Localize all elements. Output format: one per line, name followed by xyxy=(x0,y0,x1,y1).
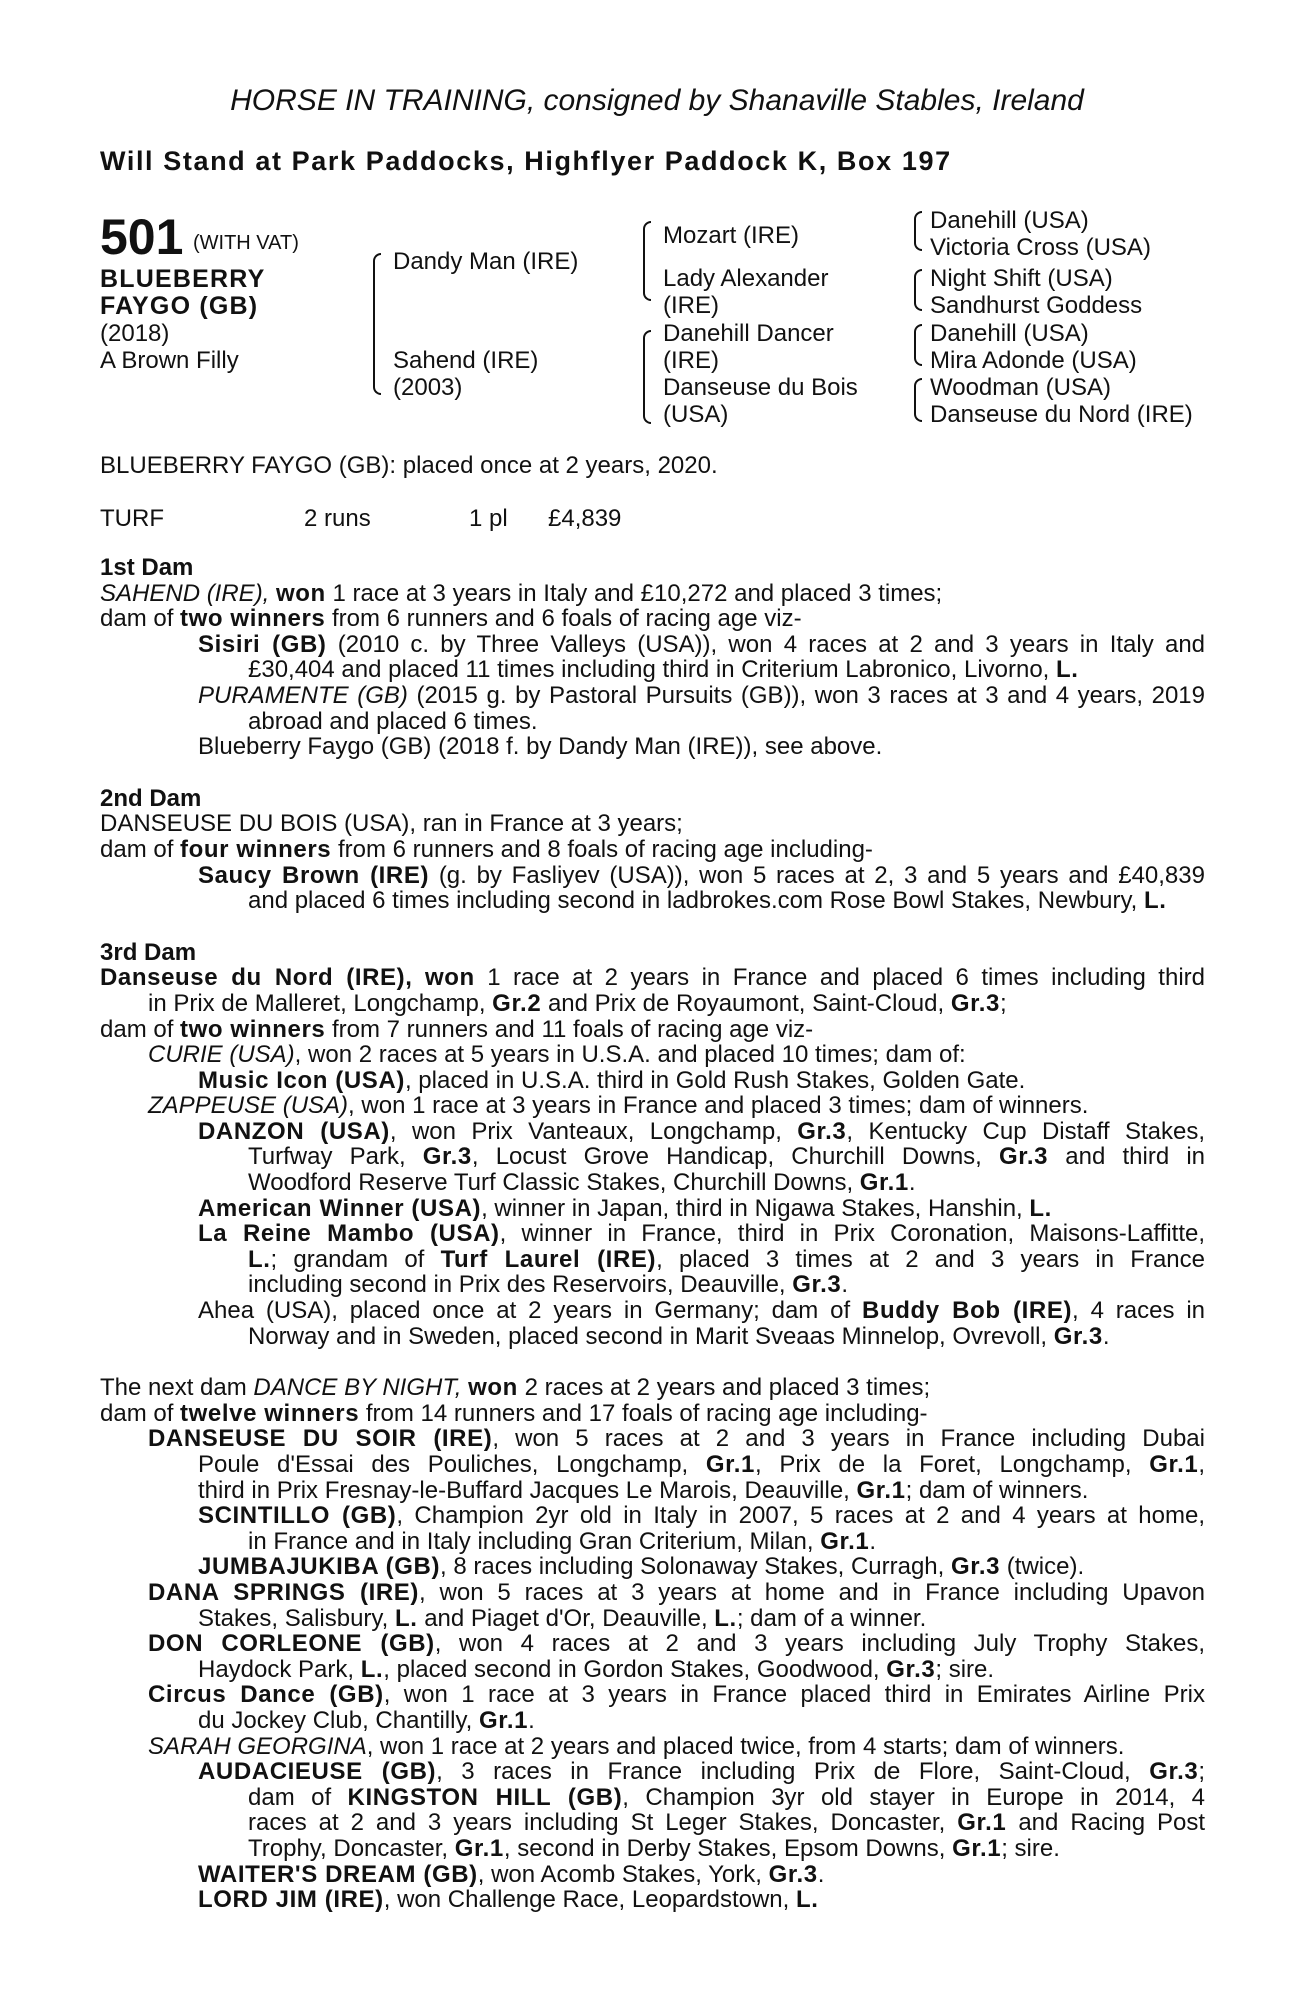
progeny-circus-dance-cont: du Jockey Club, Chantilly, Gr.1. xyxy=(198,1706,535,1734)
progeny-danzon-cont1: Turfway Park, Gr.3, Locust Grove Handicap, Churchill Downs, Gr.3 and third in xyxy=(248,1143,1205,1171)
pedigree-sire-dam-1: Lady Alexander xyxy=(663,265,829,292)
pedigree-brace-dam xyxy=(643,330,651,424)
progeny-saucy-brown: Saucy Brown (IRE) (g. by Fasliyev (USA)), won 5 races at 2, 3 and 5 years and £40,839 xyxy=(198,861,1205,889)
pedigree-brace-sire xyxy=(643,221,651,301)
progeny-audacieuse-cont2: races at 2 and 3 years including St Leger Stakes, Doncaster, Gr.1 and Racing Post xyxy=(248,1809,1206,1837)
record-surface: TURF xyxy=(100,505,164,532)
progeny-don-corleone: DON CORLEONE (GB), won 4 races at 2 and 3 years including July Trophy Stakes, xyxy=(148,1630,1205,1658)
progeny-puramente: PURAMENTE (GB) (2015 g. by Pastoral Pursuits (GB)), won 3 races at 3 and 4 years, 2019 xyxy=(198,681,1206,709)
first-dam-line: SAHEND (IRE), won 1 race at 3 years in Italy and £10,272 and placed 3 times; xyxy=(100,579,943,607)
progeny-circus-dance: Circus Dance (GB), won 1 race at 3 years in France placed third in Emirates Airline Prix xyxy=(148,1681,1205,1709)
second-dam-line: DANSEUSE DU BOIS (USA), ran in France at 3 years; xyxy=(100,810,683,838)
record-earnings: £4,839 xyxy=(548,505,622,532)
progeny-sisiri: Sisiri (GB) (2010 c. by Three Valleys (USA)), won 4 races at 2 and 3 years in Italy and xyxy=(198,630,1206,658)
pedigree-dam-dam-1: Danseuse du Bois xyxy=(663,374,858,401)
horse-name-line2: FAYGO (GB) xyxy=(100,292,259,320)
third-dam-line: Danseuse du Nord (IRE), won 1 race at 2 years in France and placed 6 times including third xyxy=(100,964,1205,992)
progeny-dana-springs: DANA SPRINGS (IRE), won 5 races at 3 years at home and in France including Upavon xyxy=(148,1578,1206,1606)
next-dam-produce-line: dam of twelve winners from 14 runners and 17 foals of racing age including- xyxy=(100,1399,928,1427)
progeny-audacieuse: AUDACIEUSE (GB), 3 races in France including Prix de Flore, Saint-Cloud, Gr.3; xyxy=(198,1758,1205,1786)
progeny-ahea: Ahea (USA), placed once at 2 years in Germany; dam of Buddy Bob (IRE), 4 races in xyxy=(198,1297,1205,1325)
pedigree-brace-dd xyxy=(914,378,922,422)
progeny-la-reine-mambo-cont1: L.; grandam of Turf Laurel (IRE), placed 3 times at 2 and 3 years in France xyxy=(248,1245,1206,1273)
progeny-waiters-dream: WAITER'S DREAM (GB), won Acomb Stakes, York, Gr.3. xyxy=(198,1860,825,1888)
progeny-danzon-cont2: Woodford Reserve Turf Classic Stakes, Churchill Downs, Gr.1. xyxy=(248,1169,916,1197)
third-dam-produce-line: dam of two winners from 7 runners and 11 foals of racing age viz- xyxy=(100,1015,814,1043)
progeny-sisiri-cont: £30,404 and placed 11 times including third in Criterium Labronico, Livorno, L. xyxy=(248,656,1079,684)
pedigree-brace-gen1 xyxy=(373,253,381,395)
first-dam-produce-line: dam of two winners from 6 runners and 6 foals of racing age viz- xyxy=(100,605,802,633)
third-dam-heading: 3rd Dam xyxy=(100,938,197,966)
horse-name-line1: BLUEBERRY xyxy=(100,265,266,293)
stand-location: Will Stand at Park Paddocks, Highflyer Paddock K, Box 197 xyxy=(100,146,952,176)
pedigree-dds: Woodman (USA) xyxy=(930,374,1111,401)
pedigree-sds: Night Shift (USA) xyxy=(930,265,1113,292)
pedigree-dam-sire-2: (IRE) xyxy=(663,347,719,374)
progeny-audacieuse-cont1: dam of KINGSTON HILL (GB), Champion 3yr old stayer in Europe in 2014, 4 xyxy=(248,1783,1205,1811)
progeny-curie: CURIE (USA), won 2 races at 5 years in U.S.A. and placed 10 times; dam of: xyxy=(148,1041,966,1069)
pedigree-brace-ss xyxy=(914,211,922,251)
pedigree-dsd: Mira Adonde (USA) xyxy=(930,347,1137,374)
progeny-zappeuse: ZAPPEUSE (USA), won 1 race at 3 years in France and placed 3 times; dam of winners. xyxy=(148,1092,1089,1120)
first-dam-heading: 1st Dam xyxy=(100,554,194,581)
progeny-danseuse-du-soir-cont1: Poule d'Essai des Pouliches, Longchamp, Gr.1, Prix de la Foret, Longchamp, Gr.1, xyxy=(198,1451,1206,1478)
pedigree-brace-sd xyxy=(914,269,922,311)
pedigree-brace-ds xyxy=(914,324,922,366)
pedigree-dam-dam-2: (USA) xyxy=(663,401,729,428)
second-dam-produce-line: dam of four winners from 6 runners and 8 foals of racing age including- xyxy=(100,835,873,863)
progeny-la-reine-mambo-cont2: including second in Prix des Reservoirs, Deauville, Gr.3. xyxy=(248,1271,849,1299)
foaling-year: (2018) xyxy=(100,320,170,347)
horse-description: A Brown Filly xyxy=(100,347,239,374)
pedigree-dss: Danehill (USA) xyxy=(930,320,1089,347)
record-placed: 1 pl xyxy=(469,505,508,532)
page-title: HORSE IN TRAINING, consigned by Shanaville Stables, Ireland xyxy=(230,84,1084,117)
progeny-lord-jim: LORD JIM (IRE), won Challenge Race, Leopardstown, L. xyxy=(198,1886,819,1914)
next-dam-line: The next dam DANCE BY NIGHT, won 2 races at 2 years and placed 3 times; xyxy=(100,1374,931,1402)
progeny-sarah-georgina: SARAH GEORGINA, won 1 race at 2 years and placed twice, from 4 starts; dam of winners. xyxy=(148,1732,1125,1760)
family-notes xyxy=(100,555,1205,1913)
pedigree-sire: Dandy Man (IRE) xyxy=(393,248,579,275)
progeny-audacieuse-cont3: Trophy, Doncaster, Gr.1, second in Derby Stakes, Epsom Downs, Gr.1; sire. xyxy=(248,1834,1060,1862)
progeny-don-corleone-cont: Haydock Park, L., placed second in Gordon Stakes, Goodwood, Gr.3; sire. xyxy=(198,1655,995,1683)
progeny-american-winner: American Winner (USA), winner in Japan, third in Nigawa Stakes, Hanshin, L. xyxy=(198,1194,1052,1222)
pedigree-dam-sire-1: Danehill Dancer xyxy=(663,320,834,347)
record-runs: 2 runs xyxy=(304,505,371,532)
lot-number: 501 xyxy=(100,209,184,265)
progeny-danseuse-du-soir-cont2: third in Prix Fresnay-le-Buffard Jacques Le Marois, Deauville, Gr.1; dam of winners. xyxy=(198,1476,1089,1504)
pedigree-sire-dam-2: (IRE) xyxy=(663,292,719,319)
progeny-saucy-brown-cont: and placed 6 times including second in ladbrokes.com Rose Bowl Stakes, Newbury, L. xyxy=(248,887,1167,915)
pedigree-ddd: Danseuse du Nord (IRE) xyxy=(930,401,1193,428)
progeny-scintillo: SCINTILLO (GB), Champion 2yr old in Italy in 2007, 5 races at 2 and 4 years at home, xyxy=(198,1502,1205,1530)
pedigree-dam: Sahend (IRE) xyxy=(393,347,539,374)
progeny-music-icon: Music Icon (USA), placed in U.S.A. third in Gold Rush Stakes, Golden Gate. xyxy=(198,1066,1026,1094)
progeny-jumbajukiba: JUMBAJUKIBA (GB), 8 races including Solonaway Stakes, Curragh, Gr.3 (twice). xyxy=(198,1553,1085,1581)
pedigree-sdd: Sandhurst Goddess xyxy=(930,292,1143,319)
vat-note: (WITH VAT) xyxy=(193,232,299,254)
progeny-scintillo-cont: in France and in Italy including Gran Criterium, Milan, Gr.1. xyxy=(248,1527,877,1555)
pedigree-sire-sire: Mozart (IRE) xyxy=(663,222,800,249)
third-dam-line-cont: in Prix de Malleret, Longchamp, Gr.2 and Prix de Royaumont, Saint-Cloud, Gr.3; xyxy=(148,989,1007,1017)
progeny-la-reine-mambo: La Reine Mambo (USA), winner in France, third in Prix Coronation, Maisons-Laffitte, xyxy=(198,1220,1205,1248)
pedigree-dam-year: (2003) xyxy=(393,374,463,401)
progeny-puramente-cont: abroad and placed 6 times. xyxy=(248,707,538,735)
second-dam-heading: 2nd Dam xyxy=(100,784,202,812)
progeny-danzon: DANZON (USA), won Prix Vanteaux, Longchamp, Gr.3, Kentucky Cup Distaff Stakes, xyxy=(198,1117,1205,1145)
progeny-blueberry-faygo: Blueberry Faygo (GB) (2018 f. by Dandy Man (IRE)), see above. xyxy=(198,733,883,761)
progeny-danseuse-du-soir: DANSEUSE DU SOIR (IRE), won 5 races at 2 and 3 years in France including Dubai xyxy=(148,1425,1205,1453)
horse-summary: BLUEBERRY FAYGO (GB): placed once at 2 years, 2020. xyxy=(100,452,718,479)
progeny-dana-springs-cont: Stakes, Salisbury, L. and Piaget d'Or, Deauville, L.; dam of a winner. xyxy=(198,1604,927,1632)
progeny-ahea-cont: Norway and in Sweden, placed second in Marit Sveaas Minnelop, Ovrevoll, Gr.3. xyxy=(248,1322,1110,1350)
pedigree-sss: Danehill (USA) xyxy=(930,207,1089,234)
pedigree-ssd: Victoria Cross (USA) xyxy=(930,234,1151,261)
